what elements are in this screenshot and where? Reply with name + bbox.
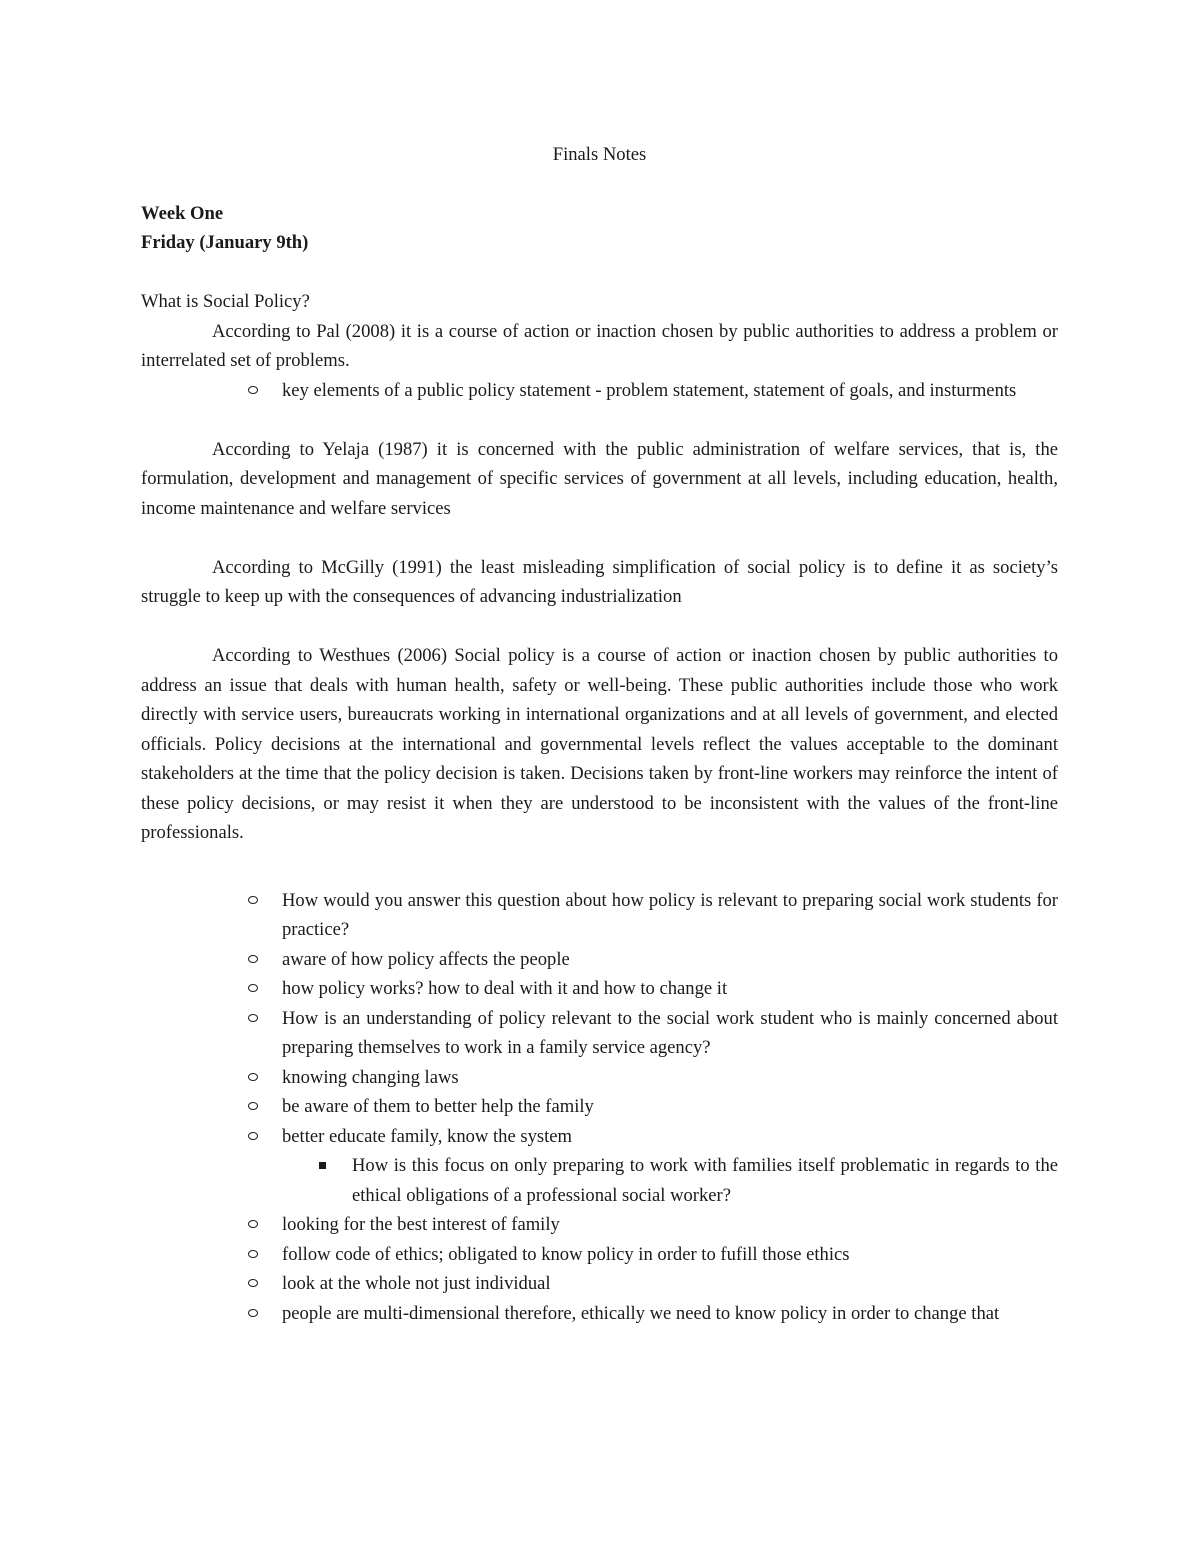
date-heading: Friday (January 9th) [141, 232, 309, 253]
document-title: Finals Notes [552, 144, 647, 165]
square-bullet-icon [319, 1162, 326, 1169]
list-item [282, 1122, 1058, 1211]
list-item-text: knowing changing laws [282, 1066, 459, 1088]
circle-bullet-icon [248, 386, 258, 394]
list-item [282, 1092, 1058, 1122]
list-item [282, 974, 1058, 1004]
spacer [141, 612, 1058, 642]
spacer [141, 523, 1058, 553]
week-heading: Week One [141, 202, 224, 224]
sub-list-item-text: How is this focus on only preparing to work with families itself problematic in regards to the ethical obligations of a professional social worker? [352, 1155, 1058, 1206]
circle-bullet-icon [248, 955, 258, 963]
circle-bullet-icon [248, 1014, 258, 1022]
circle-bullet-icon [248, 1102, 258, 1110]
paragraph-westhues: According to Westhues (2006) Social policy is a course of action or inaction chosen by public authorities to address an issue that deals with human health, safety or well-being. These public authorities include those who work directly with service users, bureaucrats working in international organizations and at all levels of government, and elected officials. Policy decisions at the international and governmental levels reflect the values acceptable to the dominant stakeholders at the time that the policy decision is taken. Decisions taken by front-line workers may reinforce the intent of these policy decisions, or may resist it when they are understood to be inconsistent with the values of the front-line professionals. [141, 645, 1058, 843]
paragraph-mcgilly: According to McGilly (1991) the least misleading simplification of social policy is to define it as society’s struggle to keep up with the consequences of advancing industrialization [141, 556, 1058, 607]
spacer [141, 405, 1058, 435]
list-item-text: follow code of ethics; obligated to know policy in order to fufill those ethics [282, 1243, 850, 1265]
list-item-text: aware of how policy affects the people [282, 948, 570, 970]
sub-list-item [352, 1151, 1058, 1210]
list-item [282, 1269, 1058, 1299]
circle-bullet-icon [248, 1132, 258, 1140]
circle-bullet-icon [248, 984, 258, 992]
list-item-text: be aware of them to better help the family [282, 1096, 594, 1117]
circle-bullet-icon [248, 1250, 258, 1258]
list-item-text: How would you answer this question about how policy is relevant to preparing social work students for practice? [282, 889, 1058, 940]
list-item [282, 1063, 1058, 1093]
sub-bullet-list [282, 1151, 1058, 1210]
document-page [141, 140, 1058, 1328]
list-item-text: people are multi-dimensional therefore, ethically we need to know policy in order to change that [282, 1302, 1000, 1324]
circle-bullet-icon [248, 1220, 258, 1228]
list-item-text: How is an understanding of policy relevant to the social work student who is mainly concerned about preparing themselves to work in a family service agency? [282, 1007, 1058, 1058]
paragraph-pal: According to Pal (2008) it is a course of action or inaction chosen by public authorities to address a problem or interrelated set of problems. [141, 320, 1058, 371]
discussion-bullet-list [141, 886, 1058, 1329]
spacer [141, 258, 1058, 288]
list-item [282, 1240, 1058, 1270]
list-item [282, 886, 1058, 945]
list-item [282, 945, 1058, 975]
list-item-text: how policy works? how to deal with it and how to change it [282, 978, 728, 999]
circle-bullet-icon [248, 1279, 258, 1287]
list-item [282, 1210, 1058, 1240]
list-item-text: look at the whole not just individual [282, 1273, 551, 1294]
circle-bullet-icon [248, 896, 258, 904]
pal-bullet-list [141, 376, 1058, 406]
list-item-text: looking for the best interest of family [282, 1214, 560, 1235]
circle-bullet-icon [248, 1309, 258, 1317]
paragraph-yelaja: According to Yelaja (1987) it is concerned with the public administration of welfare services, that is, the formulation, development and management of specific services of government at all levels, including education, health, income maintenance and welfare services [141, 438, 1058, 519]
list-item-text: better educate family, know the system [282, 1125, 573, 1147]
circle-bullet-icon [248, 1073, 258, 1081]
spacer [141, 848, 1058, 886]
list-item [282, 1004, 1058, 1063]
list-item [282, 1299, 1058, 1329]
list-item [282, 376, 1058, 406]
question-line: What is Social Policy? [141, 291, 310, 312]
list-item-text: key elements of a public policy statement - problem statement, statement of goals, and insturments [282, 379, 1017, 401]
